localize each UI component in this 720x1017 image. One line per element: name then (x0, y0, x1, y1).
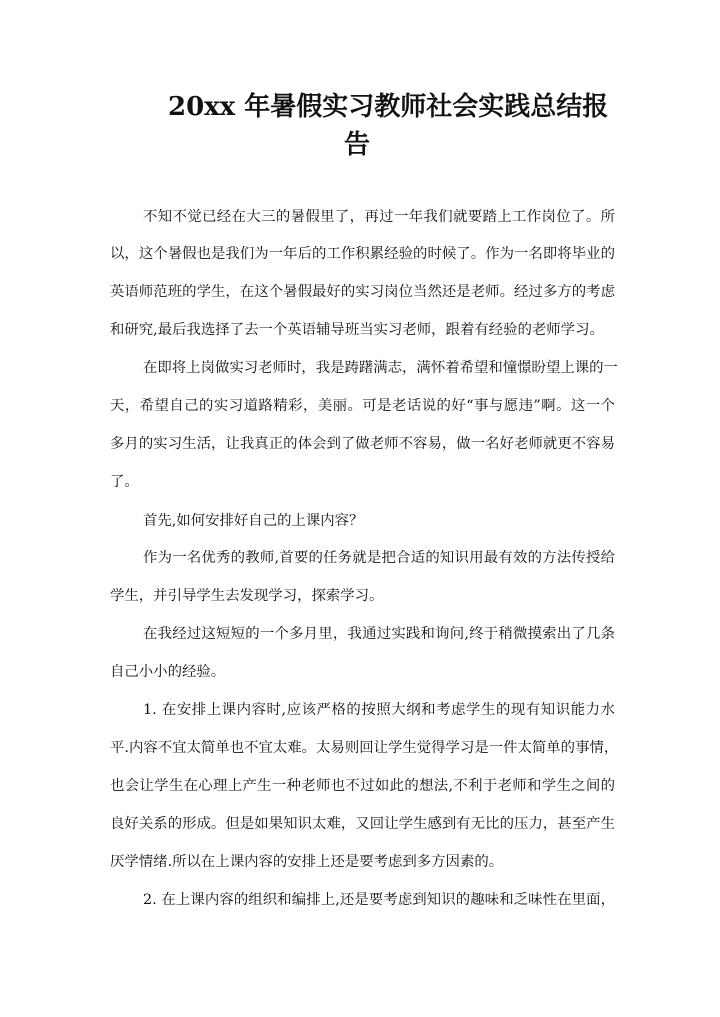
body-line: 良好关系的形成。但是如果知识太难，又回让学生感到有无比的压力，甚至产生 (110, 816, 615, 832)
document-title-line-2: 告 (344, 130, 371, 160)
body-line: 天，希望自己的实习道路精彩，美丽。可是老话说的好“事与愿违”啊。这一个 (110, 398, 615, 414)
body-line: 不知不觉已经在大三的暑假里了，再过一年我们就要踏上工作岗位了。所 (143, 209, 615, 225)
body-line: 1. 在安排上课内容时,应该严格的按照大纲和考虑学生的现有知识能力水 (143, 702, 615, 718)
body-line: 英语师范班的学生，在这个暑假最好的实习岗位当然还是老师。经过多方的考虑 (110, 284, 615, 300)
body-line: 多月的实习生活，让我真正的体会到了做老师不容易，做一名好老师就更不容易 (110, 436, 615, 452)
body-line: 也会让学生在心理上产生一种老师也不过如此的想法,不利于老师和学生之间的 (110, 778, 615, 794)
body-line: 在即将上岗做实习老师时，我是踌躇满志，满怀着希望和憧憬盼望上课的一 (143, 360, 618, 376)
body-line: 首先,如何安排好自己的上课内容？ (143, 513, 364, 529)
body-line: 厌学情绪.所以在上课内容的安排上还是要考虑到多方因素的。 (110, 854, 504, 870)
body-line: 平.内容不宜太简单也不宜太难。太易则回让学生觉得学习是一件太简单的事情， (110, 740, 619, 756)
body-line: 和研究,最后我选择了去一个英语辅导班当实习老师，跟着有经验的老师学习。 (110, 322, 604, 338)
body-line: 自己小小的经验。 (110, 664, 226, 680)
document-title-line-1: 20xx 年暑假实习教师社会实践总结报 (168, 92, 609, 122)
body-line: 在我经过这短短的一个多月里，我通过实践和询问,终于稍微摸索出了几条 (143, 626, 615, 642)
body-line: 学生，并引导学生去发现学习，探索学习。 (110, 588, 384, 604)
body-line: 以，这个暑假也是我们为一年后的工作积累经验的时候了。作为一名即将毕业的 (110, 246, 615, 262)
body-line: 2. 在上课内容的组织和编排上,还是要考虑到知识的趣味和乏味性在里面， (143, 892, 615, 908)
body-line: 作为一名优秀的教师,首要的任务就是把合适的知识用最有效的方法传授给 (143, 550, 615, 566)
body-line: 了。 (110, 474, 139, 490)
